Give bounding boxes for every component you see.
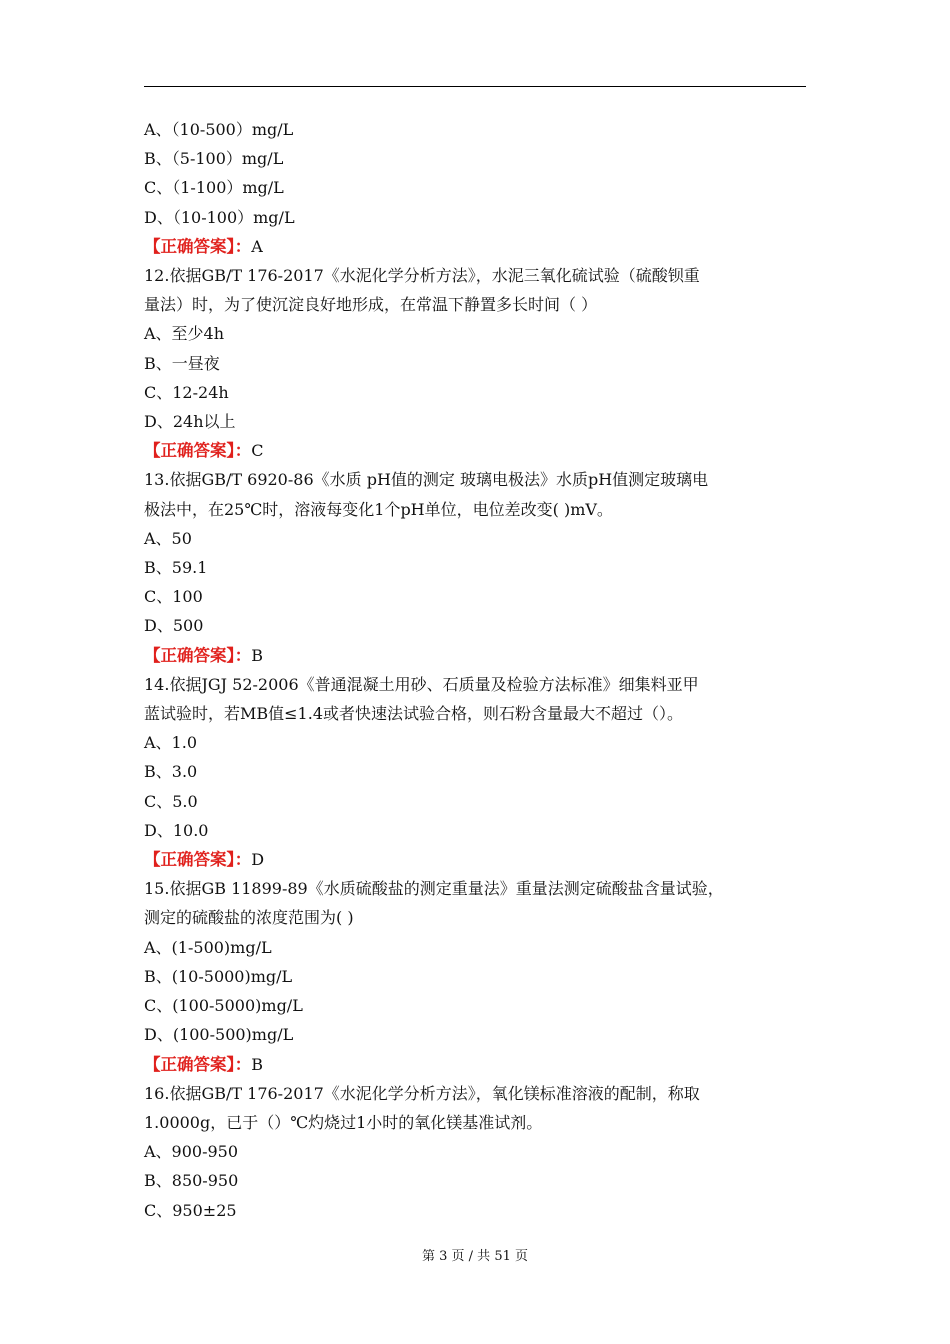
option-c: C、12-24h <box>144 382 229 402</box>
answer-value: B <box>251 1054 264 1074</box>
answer-label: 【正确答案】： <box>144 1054 252 1074</box>
header-rule <box>144 86 806 87</box>
answer-value: B <box>251 645 264 665</box>
answer-label: 【正确答案】： <box>144 850 252 870</box>
question-14 <box>144 670 810 874</box>
answer-line <box>144 436 810 465</box>
option-d: D、24h以上 <box>144 412 236 432</box>
answer-label: 【正确答案】： <box>144 236 252 256</box>
option-d: D、10.0 <box>144 820 209 840</box>
document-body <box>144 115 810 1225</box>
question-text-line: 蓝试验时，若MB值≤1.4或者快速法试验合格，则石粉含量最大不超过（）。 <box>144 704 683 724</box>
question-text-line: 1.0000g，已于（）℃灼烧过1小时的氧化镁基准试剂。 <box>144 1112 543 1132</box>
question-text-line: 15.依据GB 11899-89《水质硫酸盐的测定重量法》重量法测定硫酸盐含量试验， <box>144 879 724 899</box>
page-number: 第 3 页 / 共 51 页 <box>422 1249 528 1264</box>
option-c: C、100 <box>144 587 203 607</box>
question-16 <box>144 1079 810 1225</box>
answer-line <box>144 641 810 670</box>
question-text-line: 12.依据GB/T 176-2017《水泥化学分析方法》，水泥三氧化硫试验（硫酸钡重 <box>144 266 700 286</box>
option-a: A、1.0 <box>144 733 198 753</box>
answer-line <box>144 845 810 874</box>
answer-value: D <box>251 850 265 870</box>
option-d: D、（10-100）mg/L <box>144 207 295 227</box>
question-text-line: 测定的硫酸盐的浓度范围为( ) <box>144 908 354 928</box>
option-c: C、(100-5000)mg/L <box>144 996 303 1016</box>
option-b: B、3.0 <box>144 762 198 782</box>
answer-value: C <box>251 441 264 461</box>
question-13 <box>144 465 810 669</box>
option-c: C、5.0 <box>144 791 198 811</box>
option-a: A、(1-500)mg/L <box>144 937 272 957</box>
option-c: C、（1-100）mg/L <box>144 178 284 198</box>
answer-line <box>144 232 810 261</box>
question-15 <box>144 874 810 1078</box>
question-text-line: 极法中，在25℃时，溶液每变化1个pH单位，电位差改变( )mV。 <box>144 499 613 519</box>
question-text-line: 量法）时，为了使沉淀良好地形成，在常温下静置多长时间（ ） <box>144 295 598 315</box>
option-a: A、900-950 <box>144 1142 239 1162</box>
question-text-line: 14.依据JGJ 52-2006《普通混凝土用砂、石质量及检验方法标准》细集料亚甲 <box>144 674 699 694</box>
option-d: D、(100-500)mg/L <box>144 1025 294 1045</box>
answer-value: A <box>251 236 263 256</box>
option-b: B、(10-5000)mg/L <box>144 966 293 986</box>
question-12 <box>144 261 810 465</box>
option-a: A、（10-500）mg/L <box>144 120 294 139</box>
option-d: D、500 <box>144 616 204 636</box>
question-text-line: 16.依据GB/T 176-2017《水泥化学分析方法》，氧化镁标准溶液的配制，称取 <box>144 1083 700 1103</box>
answer-label: 【正确答案】： <box>144 645 252 665</box>
option-b: B、一昼夜 <box>144 353 220 373</box>
option-b: B、59.1 <box>144 558 208 578</box>
answer-line <box>144 1050 810 1079</box>
answer-label: 【正确答案】： <box>144 441 252 461</box>
option-b: B、850-950 <box>144 1171 239 1191</box>
option-a: A、至少4h <box>144 324 225 344</box>
option-c: C、950±25 <box>144 1200 237 1220</box>
option-a: A、50 <box>144 528 192 548</box>
option-b: B、（5-100）mg/L <box>144 149 284 169</box>
question-text-line: 13.依据GB/T 6920-86《水质 pH值的测定 玻璃电极法》水质pH值测定玻璃电 <box>144 470 709 490</box>
question-11-tail <box>144 115 810 261</box>
